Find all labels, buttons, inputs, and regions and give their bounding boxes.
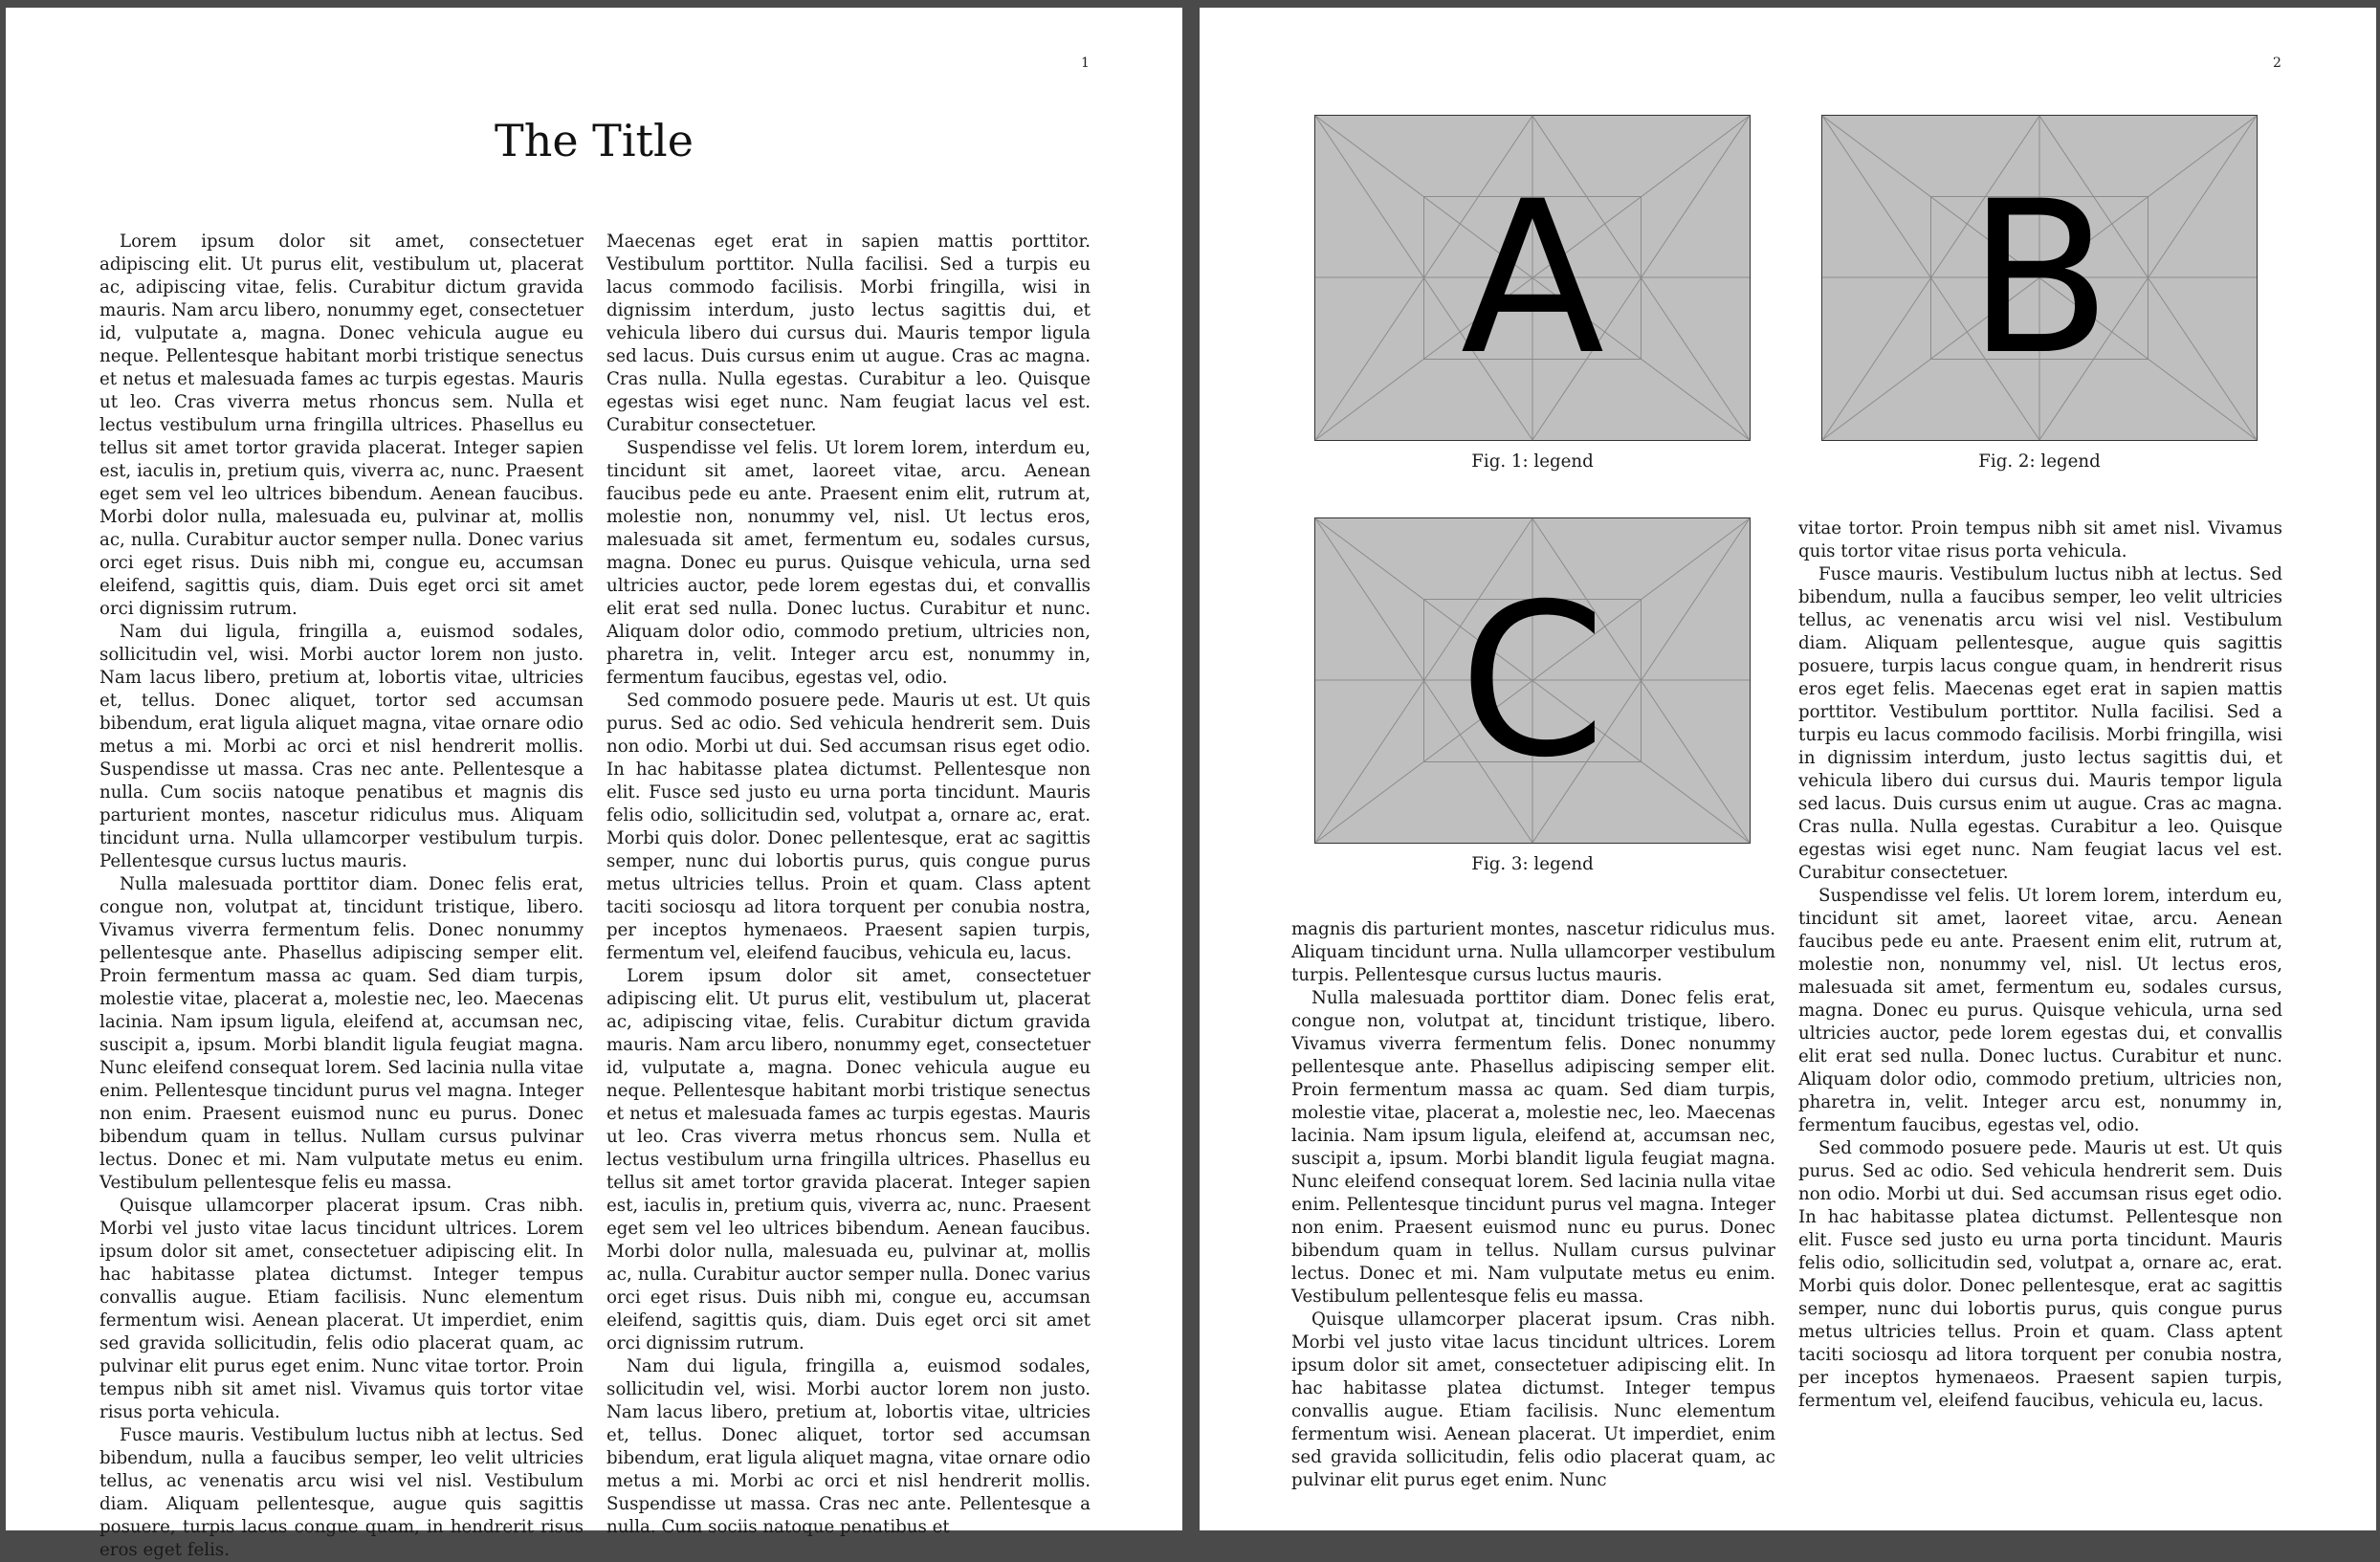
paragraph: Nulla malesuada porttitor diam. Donec felis erat, congue non, volutpat at, tincidunt tristique, libero. Vivamus viverra fermentum felis. Donec nonummy pellentesque ante. Phasellus adipiscing semper elit. Proin fermentum massa ac quam. Sed diam turpis, molestie vitae, placerat a, molestie nec, leo. Maecenas lacinia. Nam ipsum ligula, eleifend at, accumsan nec, suscipit a, ipsum. Morbi blandit ligula feugiat magna. Nunc eleifend consequat lorem. Sed lacinia nulla vitae enim. Pellentesque tincidunt purus vel magna. Integer non enim. Praesent euismod nunc eu purus. Donec bibendum quam in tellus. Nullam cursus pulvinar lectus. Donec et mi. Nam vulputate metus eu enim. Vestibulum pellentesque felis eu massa. (1291, 988, 1775, 1307)
paragraph: Lorem ipsum dolor sit amet, consectetuer adipiscing elit. Ut purus elit, vestibulum ut, placerat ac, adipiscing vitae, felis. Curabitur dictum gravida mauris. Nam arcu libero, nonummy eget, consectetuer id, vulputate a, magna. Donec vehicula augue eu neque. Pellentesque habitant morbi tristique senectus et netus et malesuada fames ac turpis egestas. Mauris ut leo. Cras viverra metus rhoncus sem. Nulla et lectus vestibulum urna fringilla ultrices. Phasellus eu tellus sit amet tortor gravida placerat. Integer sapien est, iaculis in, pretium quis, viverra ac, nunc. Praesent eget sem vel leo ultrices bibendum. Aenean faucibus. Morbi dolor nulla, malesuada eu, pulvinar at, mollis ac, nulla. Curabitur auctor semper nulla. Donec varius orci eget risus. Duis nibh mi, congue eu, accumsan eleifend, sagittis quis, diam. Duis eget orci sit amet orci dignissim rutrum. (606, 966, 1091, 1353)
page-1 (6, 8, 1182, 1560)
paragraph: Nulla malesuada porttitor diam. Donec felis erat, congue non, volutpat at, tincidunt tristique, libero. Vivamus viverra fermentum felis. Donec nonummy pellentesque ante. Phasellus adipiscing semper elit. Proin fermentum massa ac quam. Sed diam turpis, molestie vitae, placerat a, molestie nec, leo. Maecenas lacinia. Nam ipsum ligula, eleifend at, accumsan nec, suscipit a, ipsum. Morbi blandit ligula feugiat magna. Nunc eleifend consequat lorem. Sed lacinia nulla vitae enim. Pellentesque tincidunt purus vel magna. Integer non enim. Praesent euismod nunc eu purus. Donec bibendum quam in tellus. Nullam cursus pulvinar lectus. Donec et mi. Nam vulputate metus eu enim. Vestibulum pellentesque felis eu massa. (99, 874, 584, 1193)
paragraph: Sed commodo posuere pede. Mauris ut est. Ut quis purus. Sed ac odio. Sed vehicula hendrerit sem. Duis non odio. Morbi ut dui. Sed accumsan risus eget odio. In hac habitasse platea dictumst. Pellentesque non elit. Fusce sed justo eu urna porta tincidunt. Mauris felis odio, sollicitudin sed, volutpat a, ornare ac, erat. Morbi quis dolor. Donec pellentesque, erat ac sagittis semper, nunc dui lobortis purus, quis congue purus metus ultricies tellus. Proin et quam. Class aptent taciti sociosqu ad litora torquent per conubia nostra, per inceptos hymenaeos. Praesent sapien turpis, fermentum vel, eleifend faucibus, vehicula eu, lacus. (606, 691, 1091, 963)
figure-c-placeholder-image (1314, 517, 1751, 844)
paragraph: Sed commodo posuere pede. Mauris ut est. Ut quis purus. Sed ac odio. Sed vehicula hendrerit sem. Duis non odio. Morbi ut dui. Sed accumsan risus eget odio. In hac habitasse platea dictumst. Pellentesque non elit. Fusce sed justo eu urna porta tincidunt. Mauris felis odio, sollicitudin sed, volutpat a, ornare ac, erat. Morbi quis dolor. Donec pellentesque, erat ac sagittis semper, nunc dui lobortis purus, quis congue purus metus ultricies tellus. Proin et quam. Class aptent taciti sociosqu ad litora torquent per conubia nostra, per inceptos hymenaeos. Praesent sapien turpis, fermentum vel, eleifend faucibus, vehicula eu, lacus. (1798, 1138, 2282, 1411)
paragraph: Nam dui ligula, fringilla a, euismod sodales, sollicitudin vel, wisi. Morbi auctor lorem non justo. Nam lacus libero, pretium at, lobortis vitae, ultricies et, tellus. Donec aliquet, tortor sed accumsan bibendum, erat ligula aliquet magna, vitae ornare odio metus a mi. Morbi ac orci et nisl hendrerit mollis. Suspendisse ut massa. Cras nec ante. Pellentesque a nulla. Cum sociis natoque penatibus et magnis dis parturient montes, nascetur ridiculus mus. Aliquam tincidunt urna. Nulla ullamcorper vestibulum turpis. Pellentesque cursus luctus mauris. (99, 622, 584, 871)
paragraph: Quisque ullamcorper placerat ipsum. Cras nibh. Morbi vel justo vitae lacus tincidunt ultrices. Lorem ipsum dolor sit amet, consectetuer adipiscing elit. In hac habitasse platea dictumst. Integer tempus convallis augue. Etiam facilisis. Nunc elementum fermentum wisi. Aenean placerat. Ut imperdiet, enim sed gravida sollicitudin, felis odio placerat quam, ac pulvinar elit purus eget enim. Nunc vitae tortor. Proin tempus nibh sit amet nisl. Vivamus quis tortor vitae risus porta vehicula. (99, 1196, 584, 1422)
page1-column-right (606, 231, 1091, 1537)
paragraph: Fusce mauris. Vestibulum luctus nibh at lectus. Sed bibendum, nulla a faucibus semper, leo velit ultricies tellus, ac venenatis arcu wisi vel nisl. Vestibulum diam. Aliquam pellentesque, augue quis sagittis posuere, turpis lacus congue quam, in hendrerit risus eros eget felis. Maecenas eget erat in sapien mattis porttitor. Vestibulum porttitor. Nulla facilisi. Sed a turpis eu lacus commodo facilisis. Morbi fringilla, wisi in dignissim interdum, justo lectus sagittis dui, et vehicula libero dui cursus dui. Mauris tempor ligula sed lacus. Duis cursus enim ut augue. Cras ac magna. Cras nulla. Nulla egestas. Curabitur a leo. Quisque egestas wisi eget nunc. Nam feugiat lacus vel est. Curabitur consectetuer. (1798, 564, 2282, 883)
figure-letter: A (1460, 155, 1605, 401)
paragraph: vitae tortor. Proin tempus nibh sit amet nisl. Vivamus quis tortor vitae risus porta vehicula. (1798, 518, 2282, 561)
figure-letter: B (1967, 155, 2112, 401)
page-number: 2 (2273, 55, 2281, 71)
paragraph: Lorem ipsum dolor sit amet, consectetuer adipiscing elit. Ut purus elit, vestibulum ut, placerat ac, adipiscing vitae, felis. Curabitur dictum gravida mauris. Nam arcu libero, nonummy eget, consectetuer id, vulputate a, magna. Donec vehicula augue eu neque. Pellentesque habitant morbi tristique senectus et netus et malesuada fames ac turpis egestas. Mauris ut leo. Cras viverra metus rhoncus sem. Nulla et lectus vestibulum urna fringilla ultrices. Phasellus eu tellus sit amet tortor gravida placerat. Integer sapien est, iaculis in, pretium quis, viverra ac, nunc. Praesent eget sem vel leo ultrices bibendum. Aenean faucibus. Morbi dolor nulla, malesuada eu, pulvinar at, mollis ac, nulla. Curabitur auctor semper nulla. Donec varius orci eget risus. Duis nibh mi, congue eu, accumsan eleifend, sagittis quis, diam. Duis eget orci sit amet orci dignissim rutrum. (99, 231, 584, 619)
figure-caption: Fig. 1: legend (1471, 451, 1594, 472)
paragraph: Nam dui ligula, fringilla a, euismod sodales, sollicitudin vel, wisi. Morbi auctor lorem non justo. Nam lacus libero, pretium at, lobortis vitae, ultricies et, tellus. Donec aliquet, tortor sed accumsan bibendum, erat ligula aliquet magna, vitae ornare odio metus a mi. Morbi ac orci et nisl hendrerit mollis. Suspendisse ut massa. Cras nec ante. Pellentesque a nulla. Cum sociis natoque penatibus et (606, 1356, 1091, 1537)
page-2 (1200, 8, 2376, 1530)
figure-caption: Fig. 2: legend (1978, 451, 2101, 472)
page2-column-right (1798, 517, 2282, 1411)
document-title: The Title (495, 115, 694, 166)
figure-b-placeholder-image (1821, 115, 2258, 441)
paragraph: Quisque ullamcorper placerat ipsum. Cras nibh. Morbi vel justo vitae lacus tincidunt ultrices. Lorem ipsum dolor sit amet, consectetuer adipiscing elit. In hac habitasse platea dictumst. Integer tempus convallis augue. Etiam facilisis. Nunc elementum fermentum wisi. Aenean placerat. Ut imperdiet, enim sed gravida sollicitudin, felis odio placerat quam, ac pulvinar elit purus eget enim. Nunc (1291, 1309, 1775, 1490)
page2-column-left (1291, 918, 1775, 1490)
paragraph: Suspendisse vel felis. Ut lorem lorem, interdum eu, tincidunt sit amet, laoreet vitae, arcu. Aenean faucibus pede eu ante. Praesent enim elit, rutrum at, molestie non, nonummy vel, nisl. Ut lectus eros, malesuada sit amet, fermentum eu, sodales cursus, magna. Donec eu purus. Quisque vehicula, urna sed ultricies auctor, pede lorem egestas dui, et convallis elit erat sed nulla. Donec luctus. Curabitur et nunc. Aliquam dolor odio, commodo pretium, ultricies non, pharetra in, velit. Integer arcu est, nonummy in, fermentum faucibus, egestas vel, odio. (1798, 886, 2282, 1135)
page1-column-left (99, 231, 584, 1560)
paragraph: Suspendisse vel felis. Ut lorem lorem, interdum eu, tincidunt sit amet, laoreet vitae, arcu. Aenean faucibus pede eu ante. Praesent enim elit, rutrum at, molestie non, nonummy vel, nisl. Ut lectus eros, malesuada sit amet, fermentum eu, sodales cursus, magna. Donec eu purus. Quisque vehicula, urna sed ultricies auctor, pede lorem egestas dui, et convallis elit erat sed nulla. Donec luctus. Curabitur et nunc. Aliquam dolor odio, commodo pretium, ultricies non, pharetra in, velit. Integer arcu est, nonummy in, fermentum faucibus, egestas vel, odio. (606, 438, 1091, 688)
paragraph: Maecenas eget erat in sapien mattis porttitor. Vestibulum porttitor. Nulla facilisi. Sed a turpis eu lacus commodo facilisis. Morbi fringilla, wisi in dignissim interdum, justo lectus sagittis dui, et vehicula libero dui cursus dui. Mauris tempor ligula sed lacus. Duis cursus enim ut augue. Cras ac magna. Cras nulla. Nulla egestas. Curabitur a leo. Quisque egestas wisi eget nunc. Nam feugiat lacus vel est. Curabitur consectetuer. (606, 231, 1091, 435)
page-number: 1 (1081, 55, 1090, 71)
figure-a-placeholder-image (1314, 115, 1751, 441)
figure-caption: Fig. 3: legend (1471, 854, 1594, 874)
paragraph: Fusce mauris. Vestibulum luctus nibh at lectus. Sed bibendum, nulla a faucibus semper, leo velit ultricies tellus, ac venenatis arcu wisi vel nisl. Vestibulum diam. Aliquam pellentesque, augue quis sagittis posuere, turpis lacus congue quam, in hendrerit risus eros eget felis. (99, 1425, 584, 1560)
paragraph: magnis dis parturient montes, nascetur ridiculus mus. Aliquam tincidunt urna. Nulla ullamcorper vestibulum turpis. Pellentesque cursus luctus mauris. (1291, 919, 1775, 985)
figure-letter: C (1459, 558, 1606, 803)
